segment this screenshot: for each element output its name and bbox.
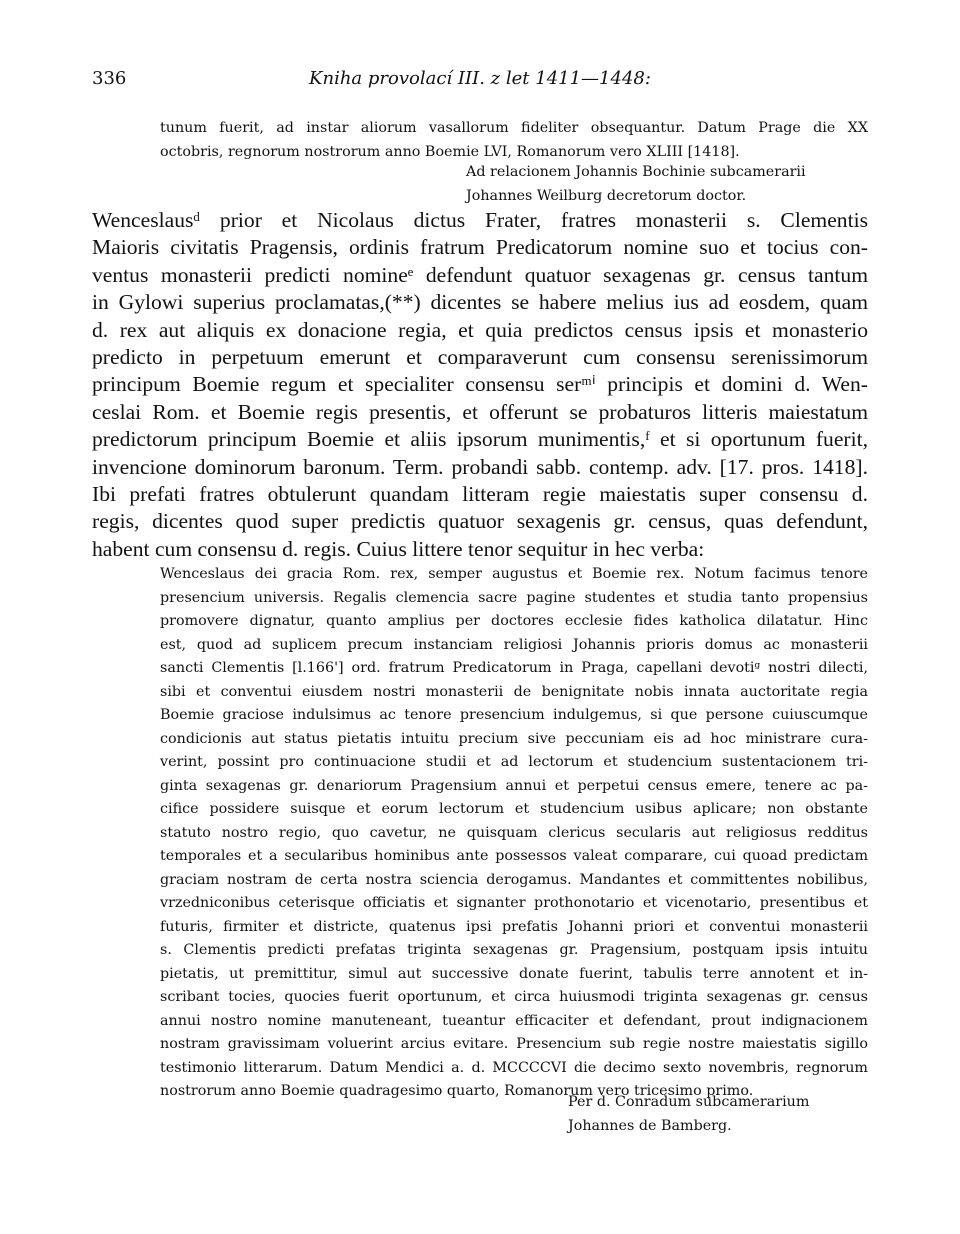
text-line: sancti Clementis [l.166'] ord. fratrum Predicatorum in Praga, capellani devotiᵍ nostri dilecti, xyxy=(160,660,868,676)
text-line: graciam nostram de certa nostra sciencia derogamus. Mandantes et committentes nobilibus, xyxy=(160,871,868,888)
text-line: predicto in perpetuum emerunt et comparaverunt cum consensu serenissimorum xyxy=(92,345,868,370)
text-line: verint, possint pro continuacione studii et ad lectorum et studencium sustentacionem tri- xyxy=(160,754,868,770)
text-line: condicionis aut status pietatis intuitu precium sive peccuniam eis ad hoc ministrare cura- xyxy=(160,730,868,747)
text-line: vrzedniconibus ceterisque officiatis et signanter prothonotario et vicenotario, presentibus et xyxy=(160,895,868,911)
text-line: cifice possidere suisque et eorum lectorum et studencium usibus aplicare; non obstante xyxy=(160,801,868,817)
text-line: nostrorum anno Boemie quadragesimo quarto, Romanorum vero tricesimo primo. xyxy=(160,1083,754,1099)
page-header xyxy=(92,68,868,98)
text-line: predictorum principum Boemie et aliis ipsorum munimentis,ᶠ et si oportunum fuerit, xyxy=(92,427,868,452)
text-line: ventus monasterii predicti nomineᵉ defendunt quatuor sexagenas gr. census tantum xyxy=(92,262,868,287)
text-line: tunum fuerit, ad instar aliorum vasallorum fideliter obsequantur. Datum Prage die XX xyxy=(160,120,868,136)
main-entry-text xyxy=(92,207,868,563)
text-line: promovere dignatur, quanto amplius per doctores ecclesie fides katholica dilatatur. Hinc xyxy=(160,613,868,629)
text-line: annui nostro nomine manuteneant, tueantur efficaciter et defendant, prout indignacionem xyxy=(160,1012,868,1029)
text-line: habent cum consensu d. regis. Cuius littere tenor sequitur in hec verba: xyxy=(92,536,705,561)
text-line: presencium universis. Regalis clemencia sacre pagine studentes et studia tanto propensius xyxy=(160,589,868,606)
text-line: ceslai Rom. et Boemie regis presentis, et offerunt se probaturos litteris maiestatum xyxy=(92,399,868,424)
signature-line: Johannes Weilburg decretorum doctor. xyxy=(466,187,747,204)
text-line: ginta sexagenas gr. denariorum Pragensium annui et perpetui census emere, tenere ac pa- xyxy=(160,777,868,794)
text-line: pietatis, ut premittitur, simul aut successive donate fuerint, tabulis terre annotent et in- xyxy=(160,965,868,982)
text-line: invencione dominorum baronum. Term. probandi sabb. contemp. adv. [17. pros. 1418]. xyxy=(92,454,868,479)
previous-entry-signature xyxy=(466,161,806,208)
letter-signature xyxy=(568,1091,809,1138)
text-line: in Gylowi superius proclamatas,(**) dicentes se habere melius ius ad eosdem, quam xyxy=(92,290,868,315)
text-line: Wenceslaus dei gracia Rom. rex, semper augustus et Boemie rex. Notum facimus tenore xyxy=(160,566,868,582)
text-line: s. Clementis predicti prefatas triginta sexagenas gr. Pragensium, postquam ipsis intuitu xyxy=(160,942,868,958)
text-line: octobris, regnorum nostrorum anno Boemie LVI, Romanorum vero XLIII [1418]. xyxy=(160,143,740,160)
text-line: Boemie graciose indulsimus ac tenore presencium indulgemus, si que persone cuiuscumque xyxy=(160,707,868,723)
royal-letter-text xyxy=(160,563,868,1104)
text-line: statuto nostro regio, quo cavetur, ne quisquam clericus secularis aut religiosus redditus xyxy=(160,824,868,841)
text-line: principum Boemie regum et specialiter consensu serᵐⁱ principis et domini d. Wen- xyxy=(92,372,868,397)
text-line: nostram gravissimam voluerint arcius evitare. Presencium sub regie nostre maiestatis sigillo xyxy=(160,1036,868,1052)
text-line: temporales et a secularibus hominibus ante possessos valeat comparare, cui quoad predictam xyxy=(160,848,868,864)
text-line: Maioris civitatis Pragensis, ordinis fratrum Predicatorum nomine suo et tocius con- xyxy=(92,235,868,260)
text-line: sibi et conventui eiusdem nostri monasterii de benignitate nobis innata auctoritate regia xyxy=(160,683,868,700)
signature-line: Johannes de Bamberg. xyxy=(568,1117,732,1134)
page-number: 336 xyxy=(92,68,127,89)
text-line: testimonio litterarum. Datum Mendici a. d. MCCCCVI die decimo sexto novembris, regnorum xyxy=(160,1059,868,1076)
previous-entry-ending xyxy=(160,117,868,164)
text-line: est, quod ad suplicem precum instanciam religiosi Johannis prioris domus ac monasterii xyxy=(160,636,868,653)
text-line: scribant tocies, quocies fuerit oportunum, et circa huiusmodi triginta sexagenas gr. census xyxy=(160,989,868,1005)
text-line: regis, dicentes quod super predictis quatuor sexagenis gr. census, quas defendunt, xyxy=(92,509,868,534)
running-title: Kniha provolací III. z let 1411—1448: xyxy=(309,68,651,89)
text-line: Wenceslausᵈ prior et Nicolaus dictus Frater, fratres monasterii s. Clementis xyxy=(92,208,868,232)
text-line: d. rex aut aliquis ex donacione regia, et quia predictos census ipsis et monasterio xyxy=(92,317,868,342)
signature-line: Ad relacionem Johannis Bochinie subcamerarii xyxy=(466,164,806,180)
text-line: Ibi prefati fratres obtulerunt quandam litteram regie maiestatis super consensu d. xyxy=(92,482,868,507)
signature-line: Per d. Conradum subcamerarium xyxy=(568,1094,810,1110)
text-line: futuris, firmiter et districte, quatenus ipsi prefatis Johanni priori et conventui monasterii xyxy=(160,918,868,935)
